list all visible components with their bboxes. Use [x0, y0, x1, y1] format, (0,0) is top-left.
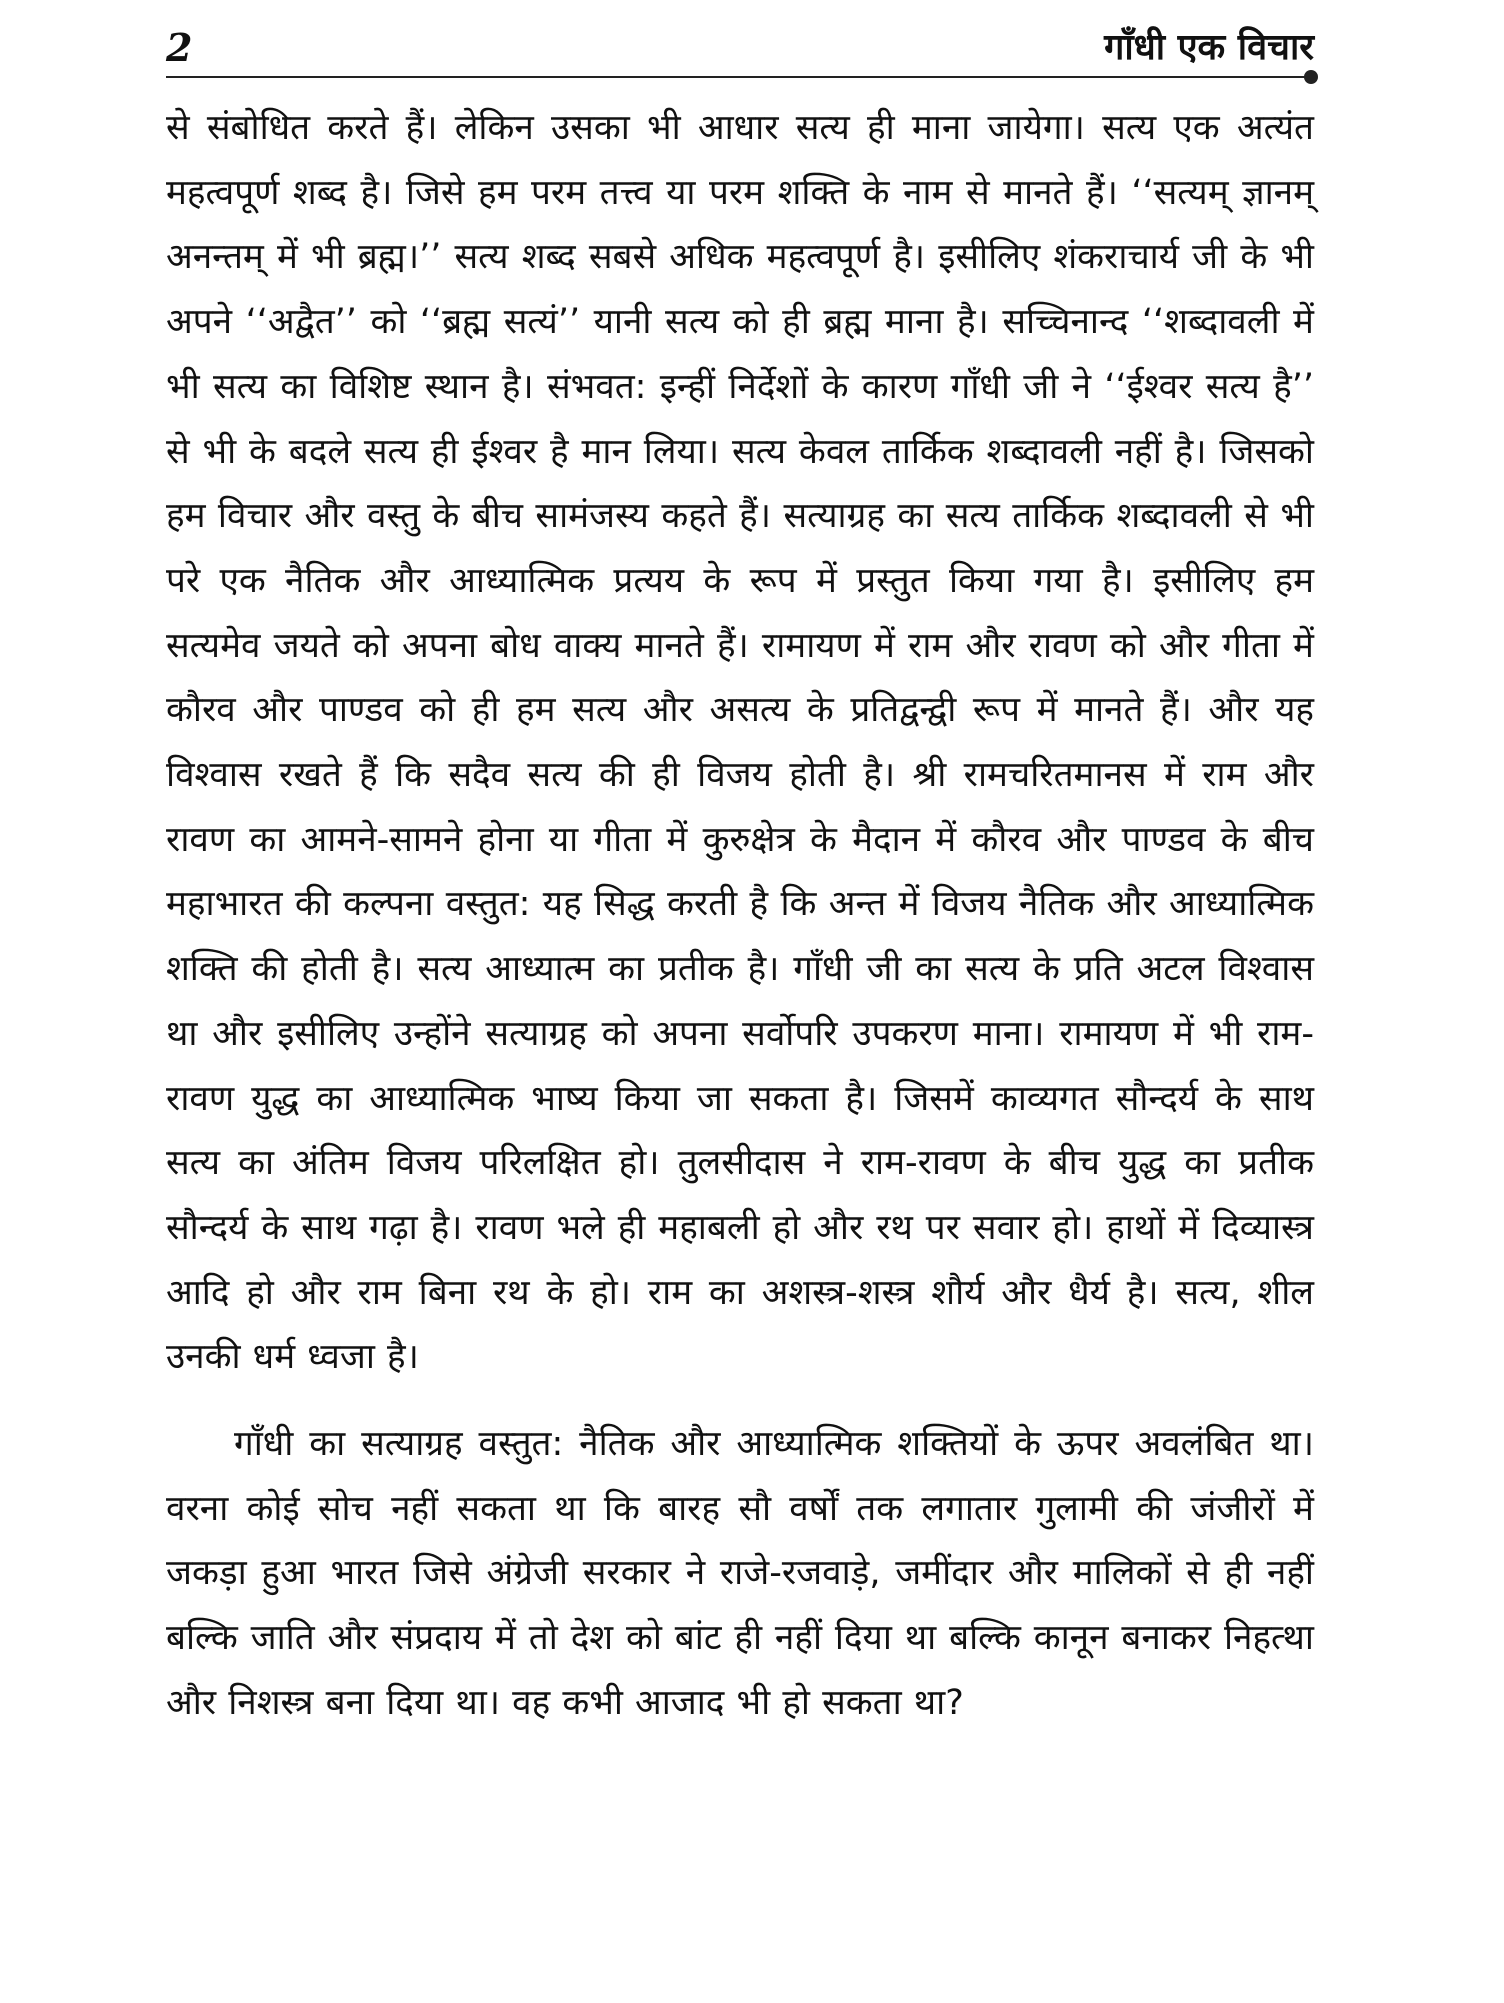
header-rule	[166, 76, 1314, 78]
header-rule-dot	[1304, 70, 1318, 84]
paragraph: से संबोधित करते हैं। लेकिन उसका भी आधार सत्य ही माना जायेगा। सत्य एक अत्यंत महत्वपूर्ण शब्द है। जिसे हम परम तत्त्व या परम शक्ति के नाम से मानते हैं। ‘‘सत्यम् ज्ञानम् अनन्तम् में भी ब्रह्म।’’ सत्य शब्द सबसे अधिक महत्वपूर्ण है। इसीलिए शंकराचार्य जी के भी अपने ‘‘अद्वैत’’ को ‘‘ब्रह्म सत्यं’’ यानी सत्य को ही ब्रह्म माना है। सच्चिनान्द ‘‘शब्दावली में भी सत्य का विशिष्ट स्थान है। संभवत: इन्हीं निर्देशों के कारण गाँधी जी ने ‘‘ईश्वर सत्य है’’ से भी के बदले सत्य ही ईश्वर है मान लिया। सत्य केवल तार्किक शब्दावली नहीं है। जिसको हम विचार और वस्तु के बीच सामंजस्य कहते हैं। सत्याग्रह का सत्य तार्किक शब्दावली से भी परे एक नैतिक और आध्यात्मिक प्रत्यय के रूप में प्रस्तुत किया गया है। इसीलिए हम सत्यमेव जयते को अपना बोध वाक्य मानते हैं। रामायण में राम और रावण को और गीता में कौरव और पाण्डव को ही हम सत्य और असत्य के प्रतिद्वन्द्वी रूप में मानते हैं। और यह विश्वास रखते हैं कि सदैव सत्य की ही विजय होती है। श्री रामचरितमानस में राम और रावण का आमने-सामने होना या गीता में कुरुक्षेत्र के मैदान में कौरव और पाण्डव के बीच महाभारत की कल्पना वस्तुत: यह सिद्ध करती है कि अन्त में विजय नैतिक और आध्यात्मिक शक्ति की होती है। सत्य आध्यात्म का प्रतीक है। गाँधी जी का सत्य के प्रति अटल विश्वास था और इसीलिए उन्होंने सत्याग्रह को अपना सर्वोपरि उपकरण माना। रामायण में भी राम-रावण युद्ध का आध्यात्मिक भाष्य किया जा सकता है। जिसमें काव्यगत सौन्दर्य के साथ सत्य का अंतिम विजय परिलक्षित हो। तुलसीदास ने राम-रावण के बीच युद्ध का प्रतीक सौन्दर्य के साथ गढ़ा है। रावण भले ही महाबली हो और रथ पर सवार हो। हाथों में दिव्यास्त्र आदि हो और राम बिना रथ के हो। राम का अशस्त्र-शस्त्र शौर्य और धैर्य है। सत्य, शील उनकी धर्म ध्वजा है।	[166, 108, 1314, 1378]
body-text	[166, 96, 1314, 1736]
page-number: 2	[166, 25, 193, 70]
running-title: गाँधी एक विचार	[1104, 27, 1314, 68]
paragraph: गाँधी का सत्याग्रह वस्तुत: नैतिक और आध्यात्मिक शक्तियों के ऊपर अवलंबित था। वरना कोई सोच नहीं सकता था कि बारह सौ वर्षों तक लगातार गुलामी की जंजीरों में जकड़ा हुआ भारत जिसे अंग्रेजी सरकार ने राजे-रजवाड़े, जमींदार और मालिकों से ही नहीं बल्कि जाति और संप्रदाय में तो देश को बांट ही नहीं दिया था बल्कि कानून बनाकर निहत्था और निशस्त्र बना दिया था। वह कभी आजाद भी हो सकता था?	[166, 1424, 1314, 1723]
